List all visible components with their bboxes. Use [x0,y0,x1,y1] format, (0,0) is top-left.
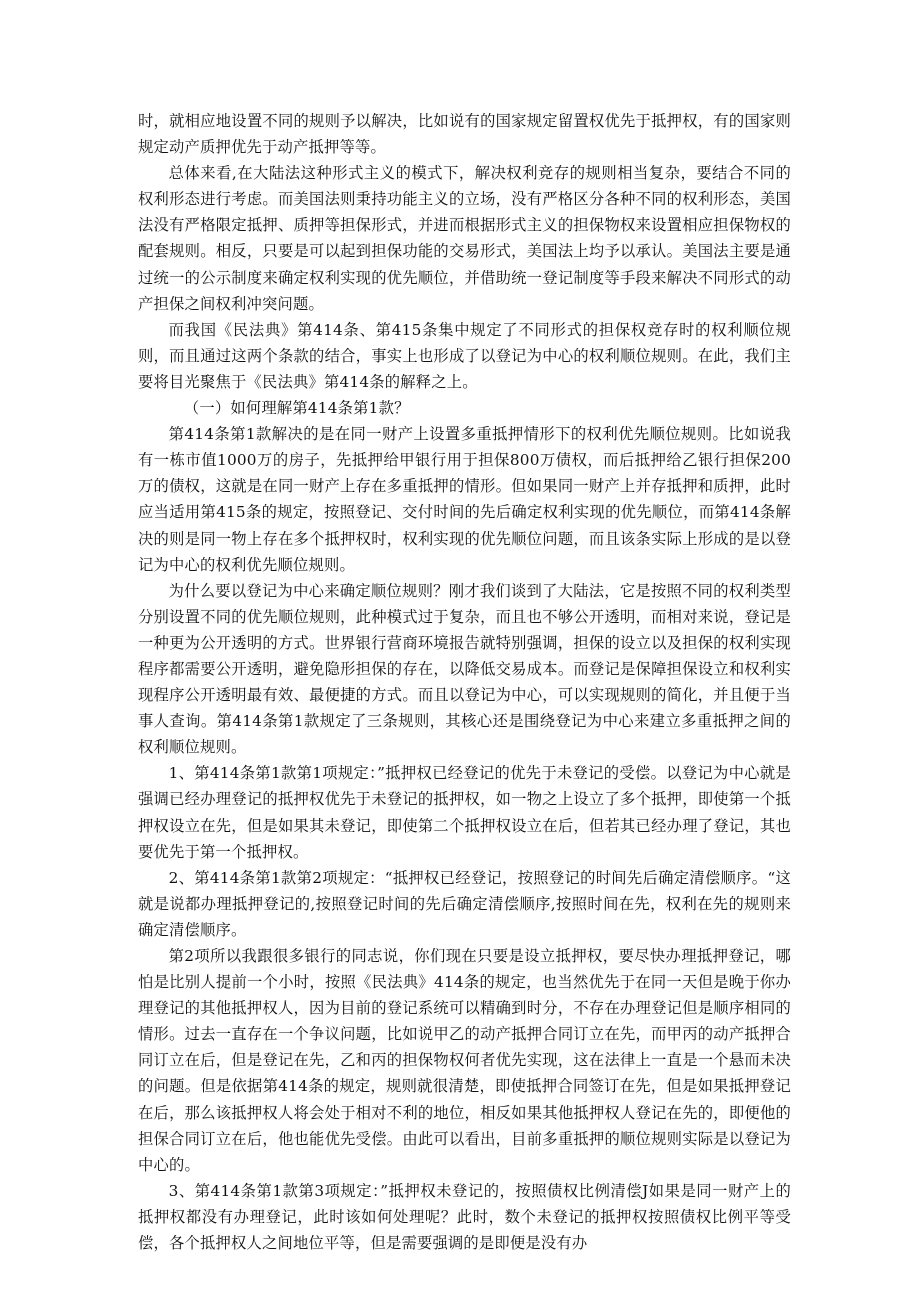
paragraph-continued: 时，就相应地设置不同的规则予以解决，比如说有的国家规定留置权优先于抵押权，有的国家则规定动产质押优先于动产抵押等等。 [138,112,791,157]
paragraph: 第414条第1款解决的是在同一财产上设置多重抵押情形下的权利优先顺位规则。比如说我有一栋市值1000万的房子，先抵押给甲银行用于担保800万债权，而后抵押给乙银行担保200万的债权，这就是在同一财产上存在多重抵押的情形。但如果同一财产上并存抵押和质押，此时应当适用第415条的规定，按照登记、交付时间的先后确定权利实现的优先顺位，而第414条解决的则是同一物上存在多个抵押权时，权利实现的优先顺位问题，而且该条实际上形成的是以登记为中心的权利优先顺位规则。 [138,425,791,574]
paragraph: 为什么要以登记为中心来确定顺位规则？刚才我们谈到了大陆法，它是按照不同的权利类型分别设置不同的优先顺位规则，此种模式过于复杂，而且也不够公开透明，而相对来说，登记是一种更为公开透明的方式。世界银行营商环境报告就特别强调，担保的设立以及担保的权利实现程序都需要公开透明，避免隐形担保的存在，以降低交易成本。而登记是保障担保设立和权利实现程序公开透明最有效、最便捷的方式。而且以登记为中心，可以实现规则的简化，并且便于当事人查询。第414条第1款规定了三条规则，其核心还是围绕登记为中心来建立多重抵押之间的权利顺位规则。 [138,581,791,757]
document-body [138,108,791,1256]
paragraph: 第2项所以我跟很多银行的同志说，你们现在只要是设立抵押权，要尽快办理抵押登记，哪怕是比别人提前一个小时，按照《民法典》414条的规定，也当然优先于在同一天但是晚于你办理登记的其他抵押权人，因为目前的登记系统可以精确到时分，不存在办理登记但是顺序相同的情形。过去一直存在一个争议问题，比如说甲乙的动产抵押合同订立在先，而甲丙的动产抵押合同订立在后，但是登记在先，乙和丙的担保物权何者优先实现，这在法律上一直是一个悬而未决的问题。但是依据第414条的规定，规则就很清楚，即使抵押合同签订在先，但是如果抵押登记在后，那么该抵押权人将会处于相对不利的地位，相反如果其他抵押权人登记在先的，即便他的担保合同订立在后，他也能优先受偿。由此可以看出，目前多重抵押的顺位规则实际是以登记为中心的。 [138,947,791,1174]
paragraph: 1、第414条第1款第1项规定：”抵押权已经登记的优先于未登记的受偿。以登记为中心就是强调已经办理登记的抵押权优先于未登记的抵押权，如一物之上设立了多个抵押，即使第一个抵押权设立在先，但是如果其未登记，即使第二个抵押权设立在后，但若其已经办理了登记，其也要优先于第一个抵押权。 [138,764,791,861]
paragraph: 总体来看,在大陆法这种形式主义的模式下，解决权利竞存的规则相当复杂，要结合不同的权利形态进行考虑。而美国法则秉持功能主义的立场，没有严格区分各种不同的权利形态，美国法没有严格限定抵押、质押等担保形式，并进而根据形式主义的担保物权来设置相应担保物权的配套规则。相反，只要是可以起到担保功能的交易形式，美国法上均予以承认。美国法主要是通过统一的公示制度来确定权利实现的优先顺位，并借助统一登记制度等手段来解决不同形式的动产担保之间权利冲突问题。 [138,164,791,313]
paragraph: 2、第414条第1款第2项规定：“抵押权已经登记，按照登记的时间先后确定清偿顺序。“这就是说都办理抵押登记的,按照登记时间的先后确定清偿顺序,按照时间在先，权利在先的规则来确定清偿顺序。 [138,868,791,939]
paragraph: 而我国《民法典》第414条、第415条集中规定了不同形式的担保权竞存时的权利顺位规则，而且通过这两个条款的结合，事实上也形成了以登记为中心的权利顺位规则。在此，我们主要将目光聚焦于《民法典》第414条的解释之上。 [138,320,791,391]
section-heading: （一）如何理解第414条第1款？ [183,399,410,418]
paragraph: 3、第414条第1款第3项规定：”抵押权未登记的，按照债权比例清偿J如果是同一财产上的抵押权都没有办理登记，此时该如何处理呢？此时，数个未登记的抵押权按照债权比例平等受偿，各个抵押权人之间地位平等，但是需要强调的是即便是没有办 [138,1181,791,1253]
